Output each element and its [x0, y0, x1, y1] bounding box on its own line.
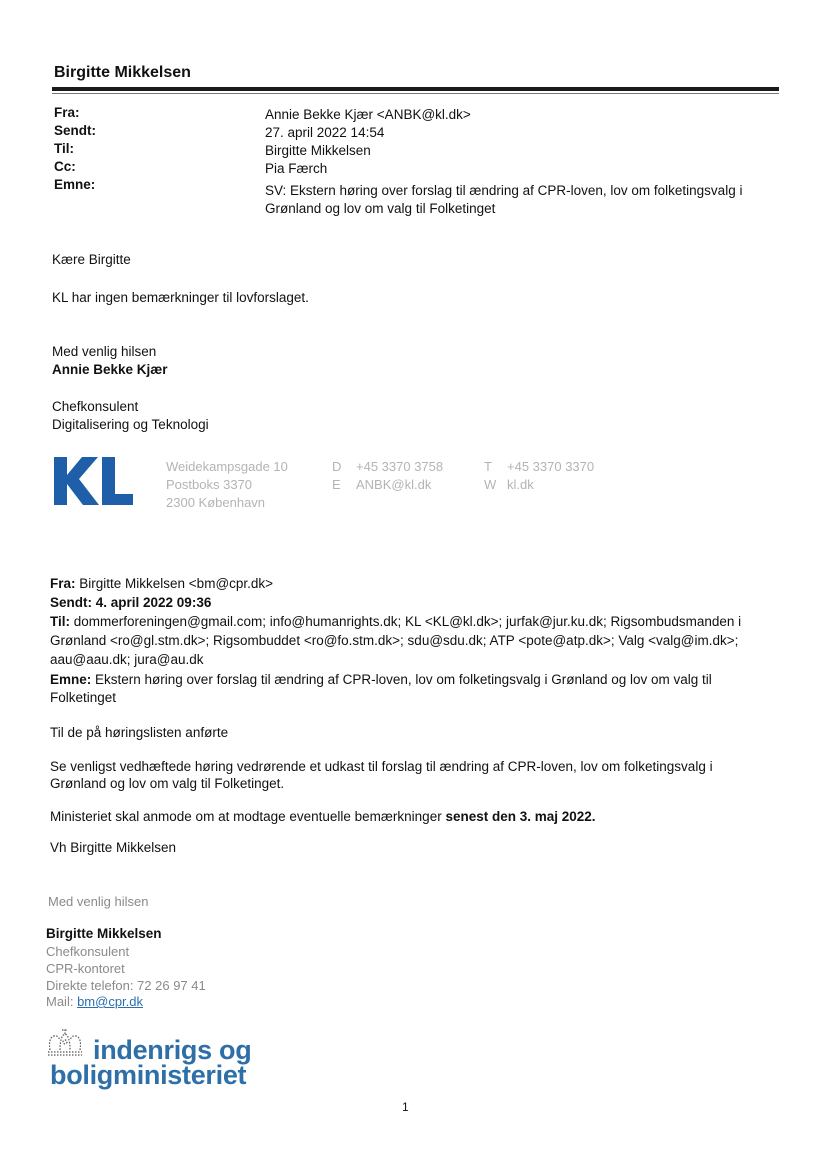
kl-logo [54, 457, 134, 505]
subject-label: Emne: [54, 177, 96, 192]
sender-name: Birgitte Mikkelsen [54, 64, 191, 81]
fwd-to-line1 [50, 613, 780, 631]
fwd-to-label: Til: [50, 614, 70, 629]
reply-greeting: Kære Birgitte [52, 252, 131, 267]
fwd-to-line2: Grønland <ro@gl.stm.dk>; Rigsombuddet <ro@fo.stm.dk>; sdu@sdu.dk; ATP <pote@atp.dk>; Valg <valg@im.dk>; [50, 633, 739, 648]
fwd-paragraph1-line1: Se venligst vedhæftede høring vedrørende et udkast til forslag til ændring af CPR-loven, lov om folketingsvalg i [50, 759, 713, 774]
cpr-office: CPR-kontoret [46, 961, 125, 976]
header-divider-thin [52, 93, 779, 94]
subject-value-line2: Grønland og lov om valg til Folketinget [265, 201, 496, 216]
to-value: Birgitte Mikkelsen [265, 143, 371, 158]
fwd-paragraph1-line2: Grønland og lov om valg til Folketinget. [50, 776, 285, 791]
fwd-subject-line2: Folketinget [50, 690, 117, 705]
to-label: Til: [54, 141, 74, 156]
kl-email: ANBK@kl.dk [356, 477, 432, 492]
fwd-from-value: Birgitte Mikkelsen <bm@cpr.dk> [75, 576, 274, 591]
fwd-subject-label: Emne: [50, 672, 92, 687]
kl-direct-phone: +45 3370 3758 [356, 459, 444, 474]
kl-email-label: E [332, 477, 341, 492]
reply-body: KL har ingen bemærkninger til lovforslaget. [52, 290, 309, 305]
fwd-subject-value-line1: Ekstern høring over forslag til ændring af CPR-loven, lov om folketingsvalg i Grønland og lov om valg til [91, 672, 712, 687]
cc-value: Pia Færch [265, 161, 328, 176]
fwd-subject-line1 [50, 671, 780, 689]
reply-signer-title: Chefkonsulent [52, 399, 139, 414]
reply-signer-department: Digitalisering og Teknologi [52, 417, 209, 432]
cpr-phone: Direkte telefon: 72 26 97 41 [46, 978, 206, 993]
from-label: Fra: [54, 105, 80, 120]
kl-address-line1: Weidekampsgade 10 [166, 459, 288, 474]
cpr-mail-label: Mail: [46, 994, 78, 1009]
fwd-from-label: Fra: [50, 576, 76, 591]
cc-label: Cc: [54, 159, 76, 174]
kl-phone: +45 3370 3370 [507, 459, 595, 474]
reply-signer: Annie Bekke Kjær [52, 362, 168, 377]
kl-web: kl.dk [507, 477, 534, 492]
fwd-sent-label: Sendt: [50, 595, 92, 610]
fwd-deadline: senest den 3. maj 2022. [445, 809, 596, 824]
fwd-to-value-line1: dommerforeningen@gmail.com; info@humanrights.dk; KL <KL@kl.dk>; jurfak@jur.ku.dk; Rigsombudsmanden i [70, 614, 742, 629]
from-value: Annie Bekke Kjær <ANBK@kl.dk> [265, 107, 471, 122]
kl-phone-label: T [484, 459, 492, 474]
fwd-paragraph2-text: Ministeriet skal anmode om at modtage eventuelle bemærkninger [50, 809, 446, 824]
ministry-logo-line1: indenrigs og [93, 1035, 252, 1065]
fwd-from [50, 575, 780, 593]
ministry-logo-line2: boligministeriet [50, 1060, 247, 1090]
kl-address-line2: Postboks 3370 [166, 477, 253, 492]
kl-web-label: W [484, 477, 497, 492]
sent-value: 27. april 2022 14:54 [265, 125, 385, 140]
cpr-closing: Med venlig hilsen [48, 894, 149, 909]
cpr-signer-title: Chefkonsulent [46, 944, 130, 959]
fwd-greeting: Til de på høringslisten anførte [50, 725, 229, 740]
crown-icon [44, 1024, 86, 1058]
cpr-mail [46, 993, 143, 1010]
header-divider [52, 87, 779, 91]
cpr-signer-name: Birgitte Mikkelsen [46, 926, 162, 941]
fwd-paragraph2 [50, 808, 780, 826]
fwd-sent-value: 4. april 2022 09:36 [92, 595, 212, 610]
sent-label: Sendt: [54, 123, 96, 138]
fwd-signoff: Vh Birgitte Mikkelsen [50, 840, 177, 855]
fwd-to-line3: aau@aau.dk; jura@au.dk [50, 652, 204, 667]
cpr-mail-link[interactable]: bm@cpr.dk [77, 994, 144, 1009]
subject-value-line1: SV: Ekstern høring over forslag til ændring af CPR-loven, lov om folketingsvalg i [265, 183, 743, 198]
page-number: 1 [402, 1100, 409, 1114]
reply-closing: Med venlig hilsen [52, 344, 157, 359]
fwd-sent [50, 594, 780, 612]
kl-address-line3: 2300 København [166, 495, 266, 510]
kl-direct-label: D [332, 459, 342, 474]
